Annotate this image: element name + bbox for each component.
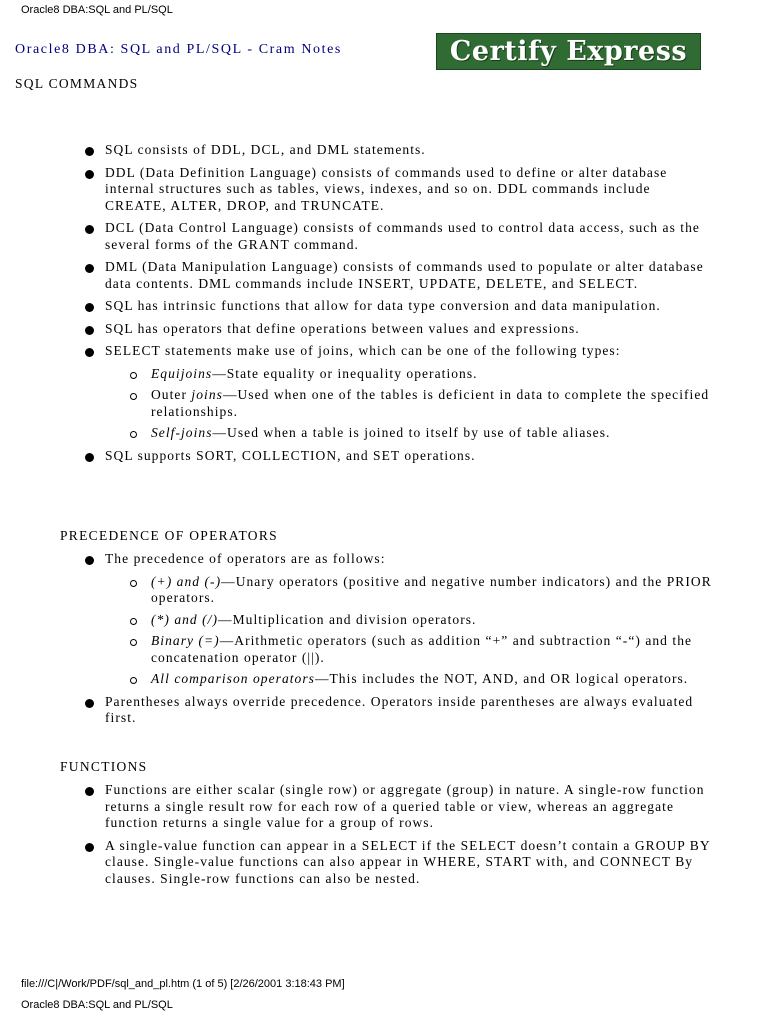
print-footer: file:///C|/Work/PDF/sql_and_pl.htm (1 of 5) [2/26/2001 3:18:43 PM]: [21, 978, 345, 990]
list-item: SQL consists of DDL, DCL, and DML statements.: [84, 142, 714, 159]
section-title-precedence: PRECEDENCE OF OPERATORS: [60, 528, 278, 543]
list-item: DDL (Data Definition Language) consists of commands used to define or alter database internal structures such as tables, views, indexes, and so on. DDL commands include CREATE, ALTER, DROP, and TRUNCATE.: [84, 165, 714, 215]
sql-commands-list: [84, 142, 714, 470]
list-item: The precedence of operators are as follows: (+) and (-)—Unary operators (positive and negative number indicators) and the PRIOR operators. (*) and (/)—Multiplication and division operators. Binary (=)—Arithmetic operators (such as addition “+” and subtraction “-“) and the concatenation operator (||). All comparison operators—This includes the NOT, AND, and OR logical operators.: [84, 551, 714, 688]
operator-precedence-sublist: [105, 574, 714, 688]
sub-list-item: Outer joins—Used when one of the tables is deficient in data to complete the specified relationships.: [105, 387, 714, 420]
list-item: DML (Data Manipulation Language) consists of commands used to populate or alter database data contents. DML commands include INSERT, UPDATE, DELETE, and SELECT.: [84, 259, 714, 292]
sub-list-item: All comparison operators—This includes the NOT, AND, and OR logical operators.: [105, 671, 714, 688]
list-item: SQL has intrinsic functions that allow for data type conversion and data manipulation.: [84, 298, 714, 315]
sub-list-item: (+) and (-)—Unary operators (positive and negative number indicators) and the PRIOR operators.: [105, 574, 714, 607]
list-item: A single-value function can appear in a SELECT if the SELECT doesn’t contain a GROUP BY clause. Single-value functions can also appear in WHERE, START with, and CONNECT By clauses. Single-row functions can also be nested.: [84, 838, 714, 888]
sub-list-item: Equijoins—State equality or inequality operations.: [105, 366, 714, 383]
sub-list-item: (*) and (/)—Multiplication and division operators.: [105, 612, 714, 629]
certify-express-logo: Certify Express: [436, 33, 701, 70]
sub-list-item: Self-joins—Used when a table is joined to itself by use of table aliases.: [105, 425, 714, 442]
list-item: DCL (Data Control Language) consists of commands used to control data access, such as the several forms of the GRANT command.: [84, 220, 714, 253]
list-item: Parentheses always override precedence. Operators inside parentheses are always evaluated first.: [84, 694, 714, 727]
join-types-list: [105, 366, 714, 442]
print-header-next-page: Oracle8 DBA:SQL and PL/SQL: [21, 999, 173, 1011]
list-item: SQL supports SORT, COLLECTION, and SET operations.: [84, 448, 714, 465]
section-title-functions: FUNCTIONS: [60, 759, 148, 774]
print-header: Oracle8 DBA:SQL and PL/SQL: [21, 4, 173, 16]
section-title-sql-commands: SQL COMMANDS: [15, 76, 139, 91]
sub-list-item: Binary (=)—Arithmetic operators (such as addition “+” and subtraction “-“) and the concatenation operator (||).: [105, 633, 714, 666]
list-item: SQL has operators that define operations between values and expressions.: [84, 321, 714, 338]
functions-list: [84, 782, 714, 893]
doc-title: Oracle8 DBA: SQL and PL/SQL - Cram Notes: [15, 42, 342, 57]
list-item: SELECT statements make use of joins, which can be one of the following types: Equijoins—State equality or inequality operations. Outer joins—Used when one of the tables is deficient in data to complete the specified relationships. Self-joins—Used when a table is joined to itself by use of table aliases.: [84, 343, 714, 442]
precedence-list: [84, 551, 714, 733]
list-item: Functions are either scalar (single row) or aggregate (group) in nature. A single-row function returns a single result row for each row of a queried table or view, whereas an aggregate function returns a single value for a group of rows.: [84, 782, 714, 832]
